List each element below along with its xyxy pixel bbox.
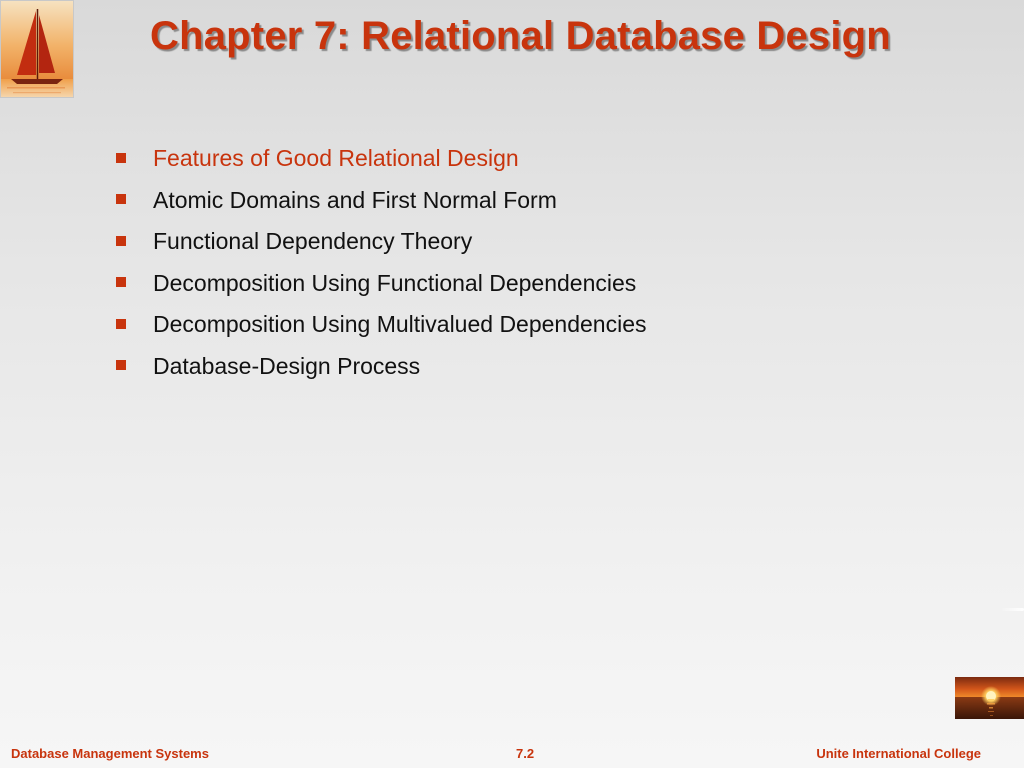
bullet-item xyxy=(116,138,647,180)
footer-course-name: Database Management Systems xyxy=(11,746,209,761)
bullet-item xyxy=(116,180,647,222)
square-bullet-icon xyxy=(116,236,126,246)
sailboat-logo xyxy=(0,0,74,98)
square-bullet-icon xyxy=(116,194,126,204)
bullet-text: Database-Design Process xyxy=(153,352,421,379)
footer-page-number: 7.2 xyxy=(516,746,535,761)
bullet-text: Decomposition Using Multivalued Dependencies xyxy=(153,311,647,338)
slide-title: Chapter 7: Relational Database Design xyxy=(150,14,891,58)
slide-footer xyxy=(0,746,1024,764)
sunset-logo xyxy=(955,677,1024,719)
bullet-item xyxy=(116,304,647,346)
square-bullet-icon xyxy=(116,277,126,287)
bullet-item xyxy=(116,221,647,263)
square-bullet-icon xyxy=(116,360,126,370)
bullet-text: Atomic Domains and First Normal Form xyxy=(153,186,557,213)
bullet-text: Decomposition Using Functional Dependencies xyxy=(153,269,637,296)
bullet-text: Features of Good Relational Design xyxy=(153,145,519,172)
bullet-item xyxy=(116,263,647,305)
square-bullet-icon xyxy=(116,319,126,329)
decorative-streak xyxy=(1000,608,1024,611)
footer-institution: Unite International College xyxy=(816,746,981,761)
bullet-text: Functional Dependency Theory xyxy=(153,228,473,255)
bullet-list xyxy=(116,138,647,387)
bullet-item xyxy=(116,346,647,388)
square-bullet-icon xyxy=(116,153,126,163)
